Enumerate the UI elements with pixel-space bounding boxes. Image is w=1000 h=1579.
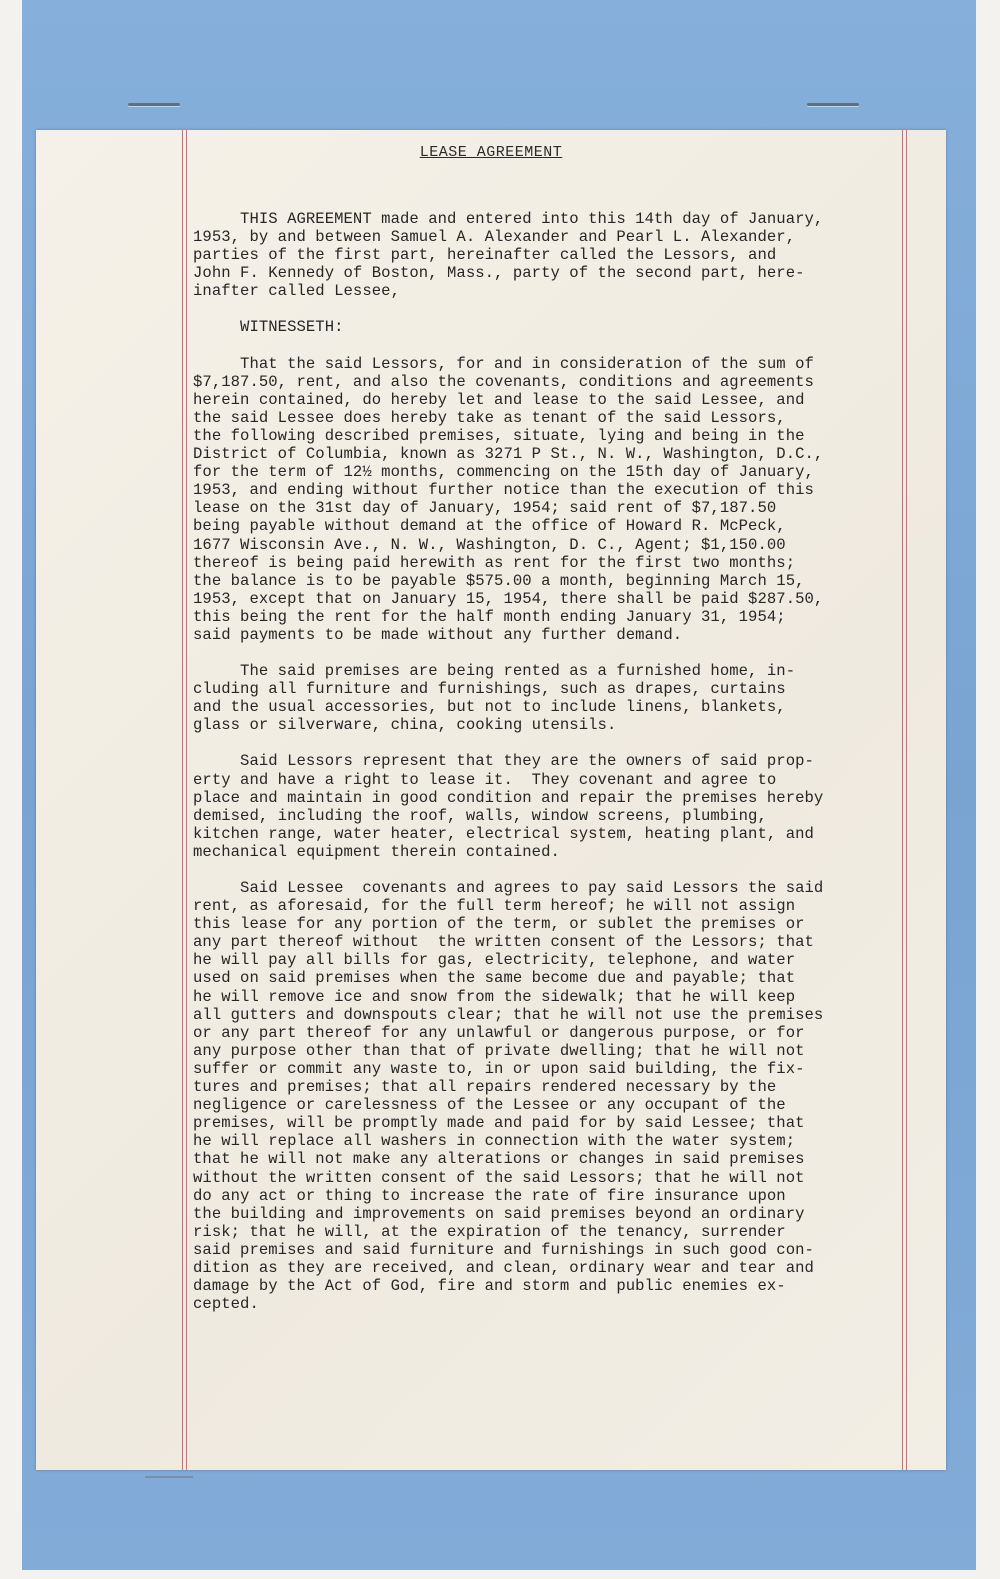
text-line: demised, including the roof, walls, window screens, plumbing, [193,806,767,825]
paragraph [193,662,913,734]
text-line: the balance is to be payable $575.00 a month, beginning March 15, [193,571,805,590]
text-line: this being the rent for the half month ending January 31, 1954; [193,607,786,626]
paragraph [193,210,913,300]
text-line: THIS AGREEMENT made and entered into this 14th day of January, [193,210,824,228]
text-line: John F. Kennedy of Boston, Mass., party of the second part, here- [193,264,805,283]
text-line: lease on the 31st day of January, 1954; said rent of $7,187.50 [193,499,777,518]
text-line: any purpose other than that of private dwelling; that he will not [193,1041,805,1060]
text-line: parties of the first part, hereinafter called the Lessors, and [193,246,777,265]
text-line: 1953, except that on January 15, 1954, there shall be paid $287.50, [193,589,824,608]
text-line: and the usual accessories, but not to include linens, blankets, [193,698,786,717]
text-line: do any act or thing to increase the rate of fire insurance upon [193,1186,786,1205]
paragraph [193,879,913,1313]
text-line: mechanical equipment therein contained. [193,842,560,861]
text-line: risk; that he will, at the expiration of the tenancy, surrender [193,1222,786,1241]
text-line: thereof is being paid herewith as rent for the first two months; [193,553,796,572]
paragraph [193,355,913,645]
text-line: Said Lessee covenants and agrees to pay said Lessors the said [193,879,824,897]
text-line: this lease for any portion of the term, or sublet the premises or [193,915,805,934]
text-line: cepted. [193,1295,259,1314]
text-line: place and maintain in good condition and repair the premises hereby [193,788,824,807]
text-line: the said Lessee does hereby take as tenant of the said Lessors, [193,408,786,427]
document-body [193,210,913,1331]
typed-page [36,130,946,1470]
text-line: kitchen range, water heater, electrical system, heating plant, and [193,824,814,843]
text-line: The said premises are being rented as a furnished home, in- [193,662,796,681]
text-line: said premises and said furniture and furnishings in such good con- [193,1240,814,1259]
text-line: tures and premises; that all repairs rendered necessary by the [193,1078,777,1097]
text-line: 1953, by and between Samuel A. Alexander and Pearl L. Alexander, [193,228,796,247]
text-line: $7,187.50, rent, and also the covenants, conditions and agreements [193,372,814,391]
text-line: suffer or commit any waste to, in or upon said building, the fix- [193,1059,805,1078]
text-line: rent, as aforesaid, for the full term hereof; he will not assign [193,897,796,916]
text-line: all gutters and downspouts clear; that he will not use the premises [193,1005,824,1024]
document-title: LEASE AGREEMENT [419,144,563,161]
text-line: he will remove ice and snow from the sidewalk; that he will keep [193,987,796,1006]
text-line: inafter called Lessee, [193,282,400,301]
text-line: the following described premises, situate, lying and being in the [193,426,805,445]
text-line: Said Lessors represent that they are the owners of said prop- [193,752,814,771]
text-line: erty and have a right to lease it. They covenant and agree to [193,770,777,789]
text-line: cluding all furniture and furnishings, such as drapes, curtains [193,680,786,699]
text-line: District of Columbia, known as 3271 P St., N. W., Washington, D.C., [193,445,824,464]
pencil-mark [145,1476,193,1478]
text-line: negligence or carelessness of the Lessee or any occupant of the [193,1096,786,1115]
text-line: he will pay all bills for gas, electricity, telephone, and water [193,951,796,970]
text-line: said payments to be made without any further demand. [193,625,683,644]
text-line: the building and improvements on said premises beyond an ordinary [193,1204,805,1223]
text-line: any part thereof without the written consent of the Lessors; that [193,933,814,952]
paragraph [193,752,913,861]
left-margin-rule-inner [186,130,187,1470]
text-line: WITNESSETH: [193,318,344,337]
text-line: or any part thereof for any unlawful or dangerous purpose, or for [193,1023,805,1042]
text-line: 1677 Wisconsin Ave., N. W., Washington, D. C., Agent; $1,150.00 [193,535,786,554]
text-line: herein contained, do hereby let and lease to the said Lessee, and [193,390,805,409]
text-line: 1953, and ending without further notice than the execution of this [193,481,814,500]
text-line: damage by the Act of God, fire and storm and public enemies ex- [193,1277,786,1296]
text-line: dition as they are received, and clean, ordinary wear and tear and [193,1258,814,1277]
left-margin-rule [182,130,183,1470]
text-line: premises, will be promptly made and paid for by said Lessee; that [193,1114,805,1133]
paragraph [193,318,913,336]
text-line: glass or silverware, china, cooking utensils. [193,716,617,735]
staple-left [128,103,180,106]
text-line: used on said premises when the same become due and payable; that [193,969,796,988]
text-line: That the said Lessors, for and in consideration of the sum of [193,354,814,373]
text-line: that he will not make any alterations or changes in said premises [193,1150,805,1169]
text-line: for the term of 12½ months, commencing on the 15th day of January, [193,463,814,482]
text-line: he will replace all washers in connection with the water system; [193,1132,796,1151]
staple-right [807,103,859,106]
text-line: without the written consent of the said Lessors; that he will not [193,1168,805,1187]
text-line: being payable without demand at the office of Howard R. McPeck, [193,517,786,536]
